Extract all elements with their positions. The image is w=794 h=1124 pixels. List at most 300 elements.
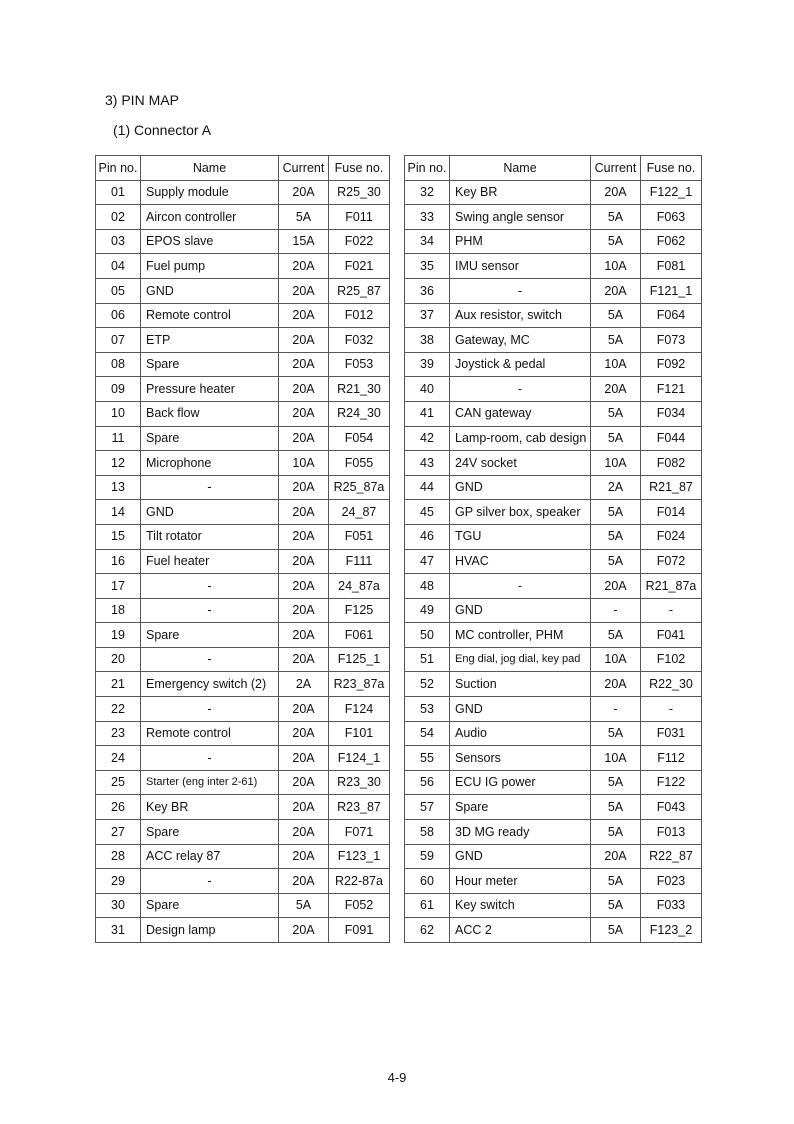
pin-no-cell: 13 [96, 475, 141, 500]
name-cell: Joystick & pedal [450, 352, 591, 377]
name-cell: - [141, 475, 279, 500]
pin-no-cell: 23 [96, 721, 141, 746]
current-cell: 5A [591, 401, 641, 426]
name-cell: Swing angle sensor [450, 205, 591, 230]
table-row [405, 475, 702, 500]
table-row [405, 377, 702, 402]
pin-no-cell: 39 [405, 352, 450, 377]
pin-no-cell: 43 [405, 451, 450, 476]
fuse-no-cell: F031 [641, 721, 702, 746]
name-cell: GND [141, 500, 279, 525]
fuse-no-cell: F091 [329, 918, 390, 943]
pin-no-cell: 17 [96, 574, 141, 599]
fuse-no-header: Fuse no. [329, 156, 390, 181]
pin-no-cell: 32 [405, 180, 450, 205]
pin-table-right [404, 155, 702, 943]
table-row [96, 647, 390, 672]
table-row [405, 918, 702, 943]
name-cell: Remote control [141, 721, 279, 746]
fuse-no-cell: F092 [641, 352, 702, 377]
pin-no-header: Pin no. [405, 156, 450, 181]
name-cell: CAN gateway [450, 401, 591, 426]
pin-no-cell: 10 [96, 401, 141, 426]
name-cell: Fuel pump [141, 254, 279, 279]
name-cell: HVAC [450, 549, 591, 574]
pin-no-cell: 12 [96, 451, 141, 476]
table-row [96, 574, 390, 599]
table-row [96, 697, 390, 722]
fuse-no-cell: F041 [641, 623, 702, 648]
pin-no-cell: 09 [96, 377, 141, 402]
pin-no-cell: 25 [96, 770, 141, 795]
current-cell: 20A [279, 500, 329, 525]
pin-no-cell: 60 [405, 869, 450, 894]
table-row [96, 549, 390, 574]
table-row [96, 180, 390, 205]
current-cell: 10A [591, 451, 641, 476]
name-cell: Supply module [141, 180, 279, 205]
current-cell: 10A [591, 746, 641, 771]
fuse-no-cell: R21_87a [641, 574, 702, 599]
fuse-no-cell: F122_1 [641, 180, 702, 205]
current-cell: 20A [279, 844, 329, 869]
table-header-row [96, 156, 390, 181]
fuse-no-cell: F032 [329, 328, 390, 353]
current-cell: 20A [279, 549, 329, 574]
fuse-no-cell: F011 [329, 205, 390, 230]
current-cell: 10A [591, 647, 641, 672]
fuse-no-cell: R22-87a [329, 869, 390, 894]
table-row [405, 770, 702, 795]
pin-no-cell: 38 [405, 328, 450, 353]
connector-title: (1) Connector A [113, 122, 212, 138]
fuse-no-cell: F012 [329, 303, 390, 328]
fuse-no-cell: - [641, 598, 702, 623]
name-cell: - [450, 377, 591, 402]
pin-no-cell: 41 [405, 401, 450, 426]
current-cell: - [591, 598, 641, 623]
table-row [405, 205, 702, 230]
name-cell: - [141, 574, 279, 599]
table-row [405, 254, 702, 279]
name-cell: - [450, 278, 591, 303]
table-row [96, 820, 390, 845]
name-cell: Design lamp [141, 918, 279, 943]
table-row [96, 598, 390, 623]
table-row [405, 672, 702, 697]
pin-no-cell: 27 [96, 820, 141, 845]
fuse-no-cell: F052 [329, 893, 390, 918]
table-row [96, 795, 390, 820]
table-row [405, 524, 702, 549]
name-cell: Remote control [141, 303, 279, 328]
pin-no-cell: 35 [405, 254, 450, 279]
current-header: Current [591, 156, 641, 181]
pin-no-cell: 59 [405, 844, 450, 869]
name-cell: Fuel heater [141, 549, 279, 574]
current-cell: 20A [279, 524, 329, 549]
current-cell: 5A [279, 205, 329, 230]
current-cell: 20A [279, 746, 329, 771]
name-cell: Spare [141, 426, 279, 451]
fuse-no-cell: F081 [641, 254, 702, 279]
name-cell: ETP [141, 328, 279, 353]
pin-no-cell: 45 [405, 500, 450, 525]
table-row [96, 623, 390, 648]
fuse-no-cell: R22_30 [641, 672, 702, 697]
current-cell: 5A [591, 770, 641, 795]
pin-no-cell: 31 [96, 918, 141, 943]
fuse-no-cell: F033 [641, 893, 702, 918]
current-cell: 20A [279, 352, 329, 377]
current-cell: 5A [591, 524, 641, 549]
pin-no-cell: 04 [96, 254, 141, 279]
name-cell: GND [450, 697, 591, 722]
name-cell: - [141, 647, 279, 672]
pin-no-cell: 62 [405, 918, 450, 943]
current-cell: 20A [279, 303, 329, 328]
pin-no-cell: 36 [405, 278, 450, 303]
table-row [405, 820, 702, 845]
pin-no-cell: 15 [96, 524, 141, 549]
name-cell: Starter (eng inter 2-61) [141, 770, 279, 795]
name-cell: Hour meter [450, 869, 591, 894]
current-cell: 5A [591, 869, 641, 894]
name-cell: ACC 2 [450, 918, 591, 943]
name-cell: PHM [450, 229, 591, 254]
current-cell: 20A [279, 180, 329, 205]
fuse-no-cell: F034 [641, 401, 702, 426]
current-cell: 2A [279, 672, 329, 697]
pin-no-cell: 48 [405, 574, 450, 599]
fuse-no-cell: F021 [329, 254, 390, 279]
name-cell: MC controller, PHM [450, 623, 591, 648]
current-cell: 20A [279, 426, 329, 451]
name-header: Name [450, 156, 591, 181]
current-cell: 20A [279, 918, 329, 943]
current-cell: 5A [591, 500, 641, 525]
name-cell: Spare [450, 795, 591, 820]
name-cell: Spare [141, 623, 279, 648]
current-cell: 20A [279, 647, 329, 672]
current-cell: 20A [279, 475, 329, 500]
fuse-no-cell: F123_1 [329, 844, 390, 869]
pin-no-cell: 16 [96, 549, 141, 574]
table-row [96, 205, 390, 230]
pin-no-cell: 58 [405, 820, 450, 845]
section-title: 3) PIN MAP [105, 92, 179, 108]
current-cell: 20A [591, 844, 641, 869]
fuse-no-cell: F125_1 [329, 647, 390, 672]
pin-table-left [95, 155, 390, 943]
current-cell: 5A [279, 893, 329, 918]
table-row [96, 721, 390, 746]
name-cell: GND [141, 278, 279, 303]
pin-no-cell: 07 [96, 328, 141, 353]
name-cell: Aux resistor, switch [450, 303, 591, 328]
name-cell: Back flow [141, 401, 279, 426]
name-cell: Eng dial, jog dial, key pad [450, 647, 591, 672]
table-row [96, 377, 390, 402]
pin-no-cell: 37 [405, 303, 450, 328]
table-row [96, 500, 390, 525]
pin-no-cell: 46 [405, 524, 450, 549]
fuse-no-cell: F102 [641, 647, 702, 672]
table-row [96, 746, 390, 771]
fuse-no-cell: F121_1 [641, 278, 702, 303]
fuse-no-cell: F124 [329, 697, 390, 722]
name-cell: Spare [141, 893, 279, 918]
fuse-no-cell: F072 [641, 549, 702, 574]
fuse-no-cell: F014 [641, 500, 702, 525]
fuse-no-cell: R23_30 [329, 770, 390, 795]
table-row [405, 623, 702, 648]
table-row [96, 328, 390, 353]
pin-no-cell: 24 [96, 746, 141, 771]
fuse-no-header: Fuse no. [641, 156, 702, 181]
current-cell: 20A [279, 869, 329, 894]
name-cell: GND [450, 475, 591, 500]
fuse-no-cell: F043 [641, 795, 702, 820]
table-row [405, 721, 702, 746]
pin-no-cell: 21 [96, 672, 141, 697]
table-row [96, 893, 390, 918]
table-row [96, 672, 390, 697]
name-cell: - [141, 598, 279, 623]
table-row [96, 426, 390, 451]
fuse-no-cell: 24_87a [329, 574, 390, 599]
name-cell: Key BR [141, 795, 279, 820]
fuse-no-cell: 24_87 [329, 500, 390, 525]
current-cell: 20A [279, 697, 329, 722]
name-cell: Key switch [450, 893, 591, 918]
pin-no-cell: 47 [405, 549, 450, 574]
current-cell: 5A [591, 549, 641, 574]
pin-no-cell: 53 [405, 697, 450, 722]
pin-no-cell: 56 [405, 770, 450, 795]
table-row [405, 180, 702, 205]
table-row [96, 770, 390, 795]
table-row [405, 574, 702, 599]
pin-no-cell: 08 [96, 352, 141, 377]
name-cell: Aircon controller [141, 205, 279, 230]
pin-no-cell: 18 [96, 598, 141, 623]
current-cell: 20A [279, 278, 329, 303]
current-cell: 10A [591, 254, 641, 279]
current-cell: - [591, 697, 641, 722]
fuse-no-cell: R23_87 [329, 795, 390, 820]
name-cell: ECU IG power [450, 770, 591, 795]
fuse-no-cell: F024 [641, 524, 702, 549]
fuse-no-cell: F063 [641, 205, 702, 230]
name-cell: Tilt rotator [141, 524, 279, 549]
fuse-no-cell: F073 [641, 328, 702, 353]
table-row [405, 647, 702, 672]
current-cell: 20A [591, 672, 641, 697]
name-cell: GP silver box, speaker [450, 500, 591, 525]
table-row [405, 451, 702, 476]
pin-no-cell: 03 [96, 229, 141, 254]
table-row [405, 426, 702, 451]
table-row [96, 524, 390, 549]
current-cell: 20A [279, 795, 329, 820]
fuse-no-cell: F111 [329, 549, 390, 574]
name-cell: GND [450, 598, 591, 623]
current-cell: 5A [591, 918, 641, 943]
fuse-no-cell: R25_87 [329, 278, 390, 303]
current-cell: 20A [591, 278, 641, 303]
current-cell: 20A [591, 180, 641, 205]
current-cell: 10A [279, 451, 329, 476]
table-row [405, 869, 702, 894]
pin-no-cell: 33 [405, 205, 450, 230]
table-row [405, 549, 702, 574]
table-row [96, 918, 390, 943]
fuse-no-cell: F101 [329, 721, 390, 746]
current-cell: 5A [591, 623, 641, 648]
pin-no-cell: 50 [405, 623, 450, 648]
pin-no-cell: 29 [96, 869, 141, 894]
pin-no-cell: 14 [96, 500, 141, 525]
name-cell: Spare [141, 820, 279, 845]
table-row [96, 352, 390, 377]
current-cell: 20A [279, 820, 329, 845]
current-cell: 5A [591, 229, 641, 254]
name-cell: - [141, 746, 279, 771]
fuse-no-cell: F023 [641, 869, 702, 894]
current-cell: 20A [279, 770, 329, 795]
pin-no-cell: 06 [96, 303, 141, 328]
table-row [96, 401, 390, 426]
pin-no-cell: 44 [405, 475, 450, 500]
name-cell: ACC relay 87 [141, 844, 279, 869]
name-cell: TGU [450, 524, 591, 549]
table-header-row [405, 156, 702, 181]
fuse-no-cell: F051 [329, 524, 390, 549]
fuse-no-cell: F124_1 [329, 746, 390, 771]
table-row [405, 844, 702, 869]
fuse-no-cell: F112 [641, 746, 702, 771]
current-cell: 5A [591, 893, 641, 918]
name-cell: Key BR [450, 180, 591, 205]
table-row [96, 254, 390, 279]
current-header: Current [279, 156, 329, 181]
current-cell: 15A [279, 229, 329, 254]
current-cell: 5A [591, 205, 641, 230]
name-cell: Lamp-room, cab design [450, 426, 591, 451]
pin-no-cell: 52 [405, 672, 450, 697]
fuse-no-cell: F022 [329, 229, 390, 254]
fuse-no-cell: F071 [329, 820, 390, 845]
table-row [405, 303, 702, 328]
fuse-no-cell: F122 [641, 770, 702, 795]
pin-no-cell: 20 [96, 647, 141, 672]
table-row [405, 893, 702, 918]
fuse-no-cell: R21_87 [641, 475, 702, 500]
table-row [96, 844, 390, 869]
fuse-no-cell: F055 [329, 451, 390, 476]
fuse-no-cell: F125 [329, 598, 390, 623]
pin-no-cell: 51 [405, 647, 450, 672]
pin-no-cell: 55 [405, 746, 450, 771]
current-cell: 20A [279, 574, 329, 599]
pin-no-cell: 01 [96, 180, 141, 205]
name-cell: Microphone [141, 451, 279, 476]
fuse-no-cell: R23_87a [329, 672, 390, 697]
pin-no-cell: 54 [405, 721, 450, 746]
pin-no-cell: 26 [96, 795, 141, 820]
fuse-no-cell: R25_30 [329, 180, 390, 205]
current-cell: 2A [591, 475, 641, 500]
current-cell: 5A [591, 303, 641, 328]
fuse-no-cell: F121 [641, 377, 702, 402]
table-row [405, 598, 702, 623]
pin-no-cell: 02 [96, 205, 141, 230]
current-cell: 20A [279, 721, 329, 746]
name-cell: Pressure heater [141, 377, 279, 402]
name-header: Name [141, 156, 279, 181]
fuse-no-cell: - [641, 697, 702, 722]
fuse-no-cell: F054 [329, 426, 390, 451]
name-cell: Audio [450, 721, 591, 746]
pin-no-cell: 11 [96, 426, 141, 451]
name-cell: GND [450, 844, 591, 869]
name-cell: EPOS slave [141, 229, 279, 254]
current-cell: 20A [279, 598, 329, 623]
name-cell: Sensors [450, 746, 591, 771]
pin-no-cell: 28 [96, 844, 141, 869]
name-cell: 3D MG ready [450, 820, 591, 845]
fuse-no-cell: R25_87a [329, 475, 390, 500]
pin-no-header: Pin no. [96, 156, 141, 181]
current-cell: 5A [591, 795, 641, 820]
current-cell: 20A [591, 574, 641, 599]
current-cell: 5A [591, 426, 641, 451]
pin-no-cell: 19 [96, 623, 141, 648]
table-row [405, 795, 702, 820]
table-row [405, 278, 702, 303]
fuse-no-cell: F064 [641, 303, 702, 328]
pin-no-cell: 34 [405, 229, 450, 254]
name-cell: - [450, 574, 591, 599]
name-cell: Suction [450, 672, 591, 697]
fuse-no-cell: F044 [641, 426, 702, 451]
fuse-no-cell: F013 [641, 820, 702, 845]
name-cell: IMU sensor [450, 254, 591, 279]
fuse-no-cell: R24_30 [329, 401, 390, 426]
fuse-no-cell: F053 [329, 352, 390, 377]
current-cell: 5A [591, 721, 641, 746]
table-row [96, 229, 390, 254]
current-cell: 10A [591, 352, 641, 377]
table-row [405, 500, 702, 525]
table-row [96, 869, 390, 894]
table-row [96, 278, 390, 303]
name-cell: Gateway, MC [450, 328, 591, 353]
fuse-no-cell: F061 [329, 623, 390, 648]
page-number: 4-9 [387, 1070, 407, 1085]
pin-no-cell: 05 [96, 278, 141, 303]
table-row [405, 328, 702, 353]
name-cell: - [141, 697, 279, 722]
pin-no-cell: 42 [405, 426, 450, 451]
current-cell: 20A [279, 328, 329, 353]
table-row [96, 303, 390, 328]
pin-no-cell: 49 [405, 598, 450, 623]
fuse-no-cell: R21_30 [329, 377, 390, 402]
pin-no-cell: 30 [96, 893, 141, 918]
table-row [405, 697, 702, 722]
